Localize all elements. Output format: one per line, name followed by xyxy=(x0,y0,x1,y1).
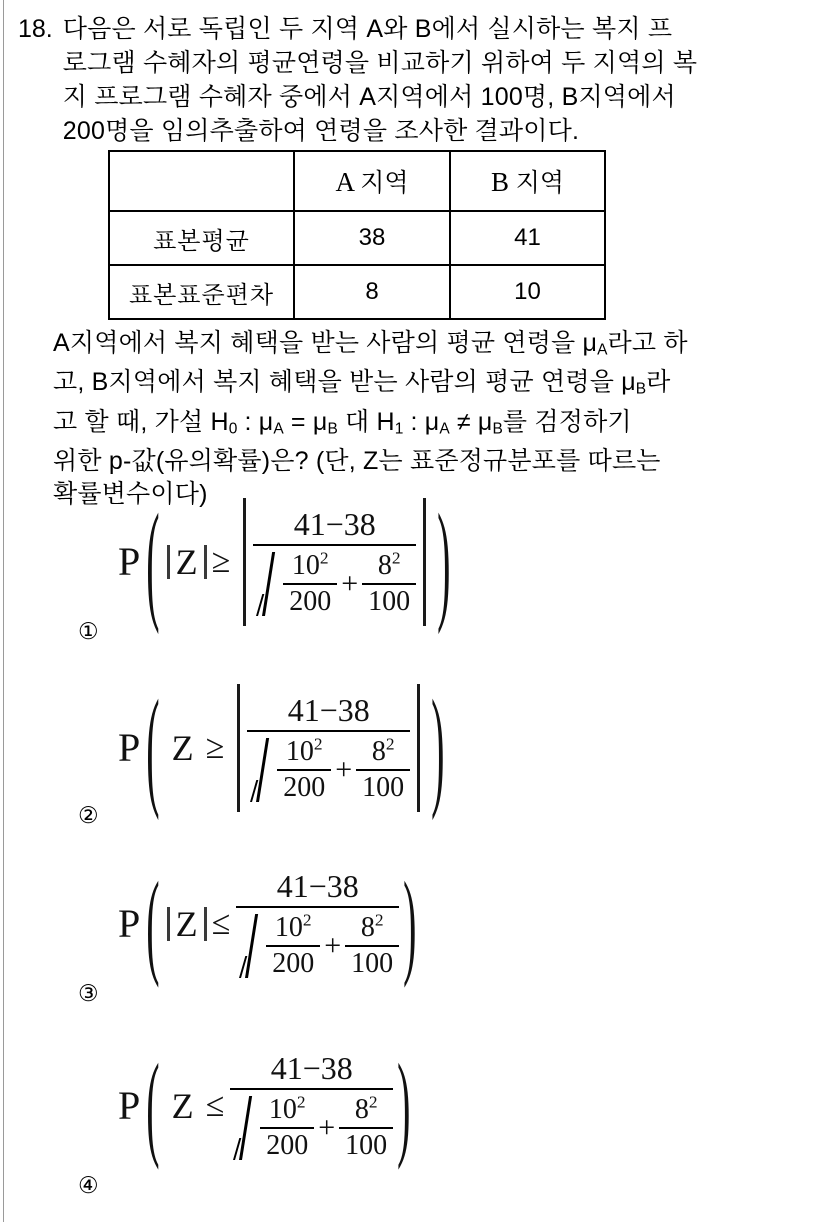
variance-b-denominator: 200 xyxy=(272,948,315,979)
variance-a-denominator: 100 xyxy=(345,1130,388,1161)
square-root-icon xyxy=(236,912,399,980)
cell-sample-sd-a: 8 xyxy=(294,265,450,319)
exponent: 2 xyxy=(385,734,395,754)
frac-abs-bar-left xyxy=(237,684,240,812)
h0-subscript: 0 xyxy=(228,420,238,438)
passage-block xyxy=(53,327,813,511)
region-b-letter: B xyxy=(490,167,509,197)
passage-line-1 xyxy=(53,327,813,366)
passage-text: 라고 하 xyxy=(607,329,688,357)
region-a-word: 지역 xyxy=(360,169,409,197)
variance-a-numerator xyxy=(356,736,410,769)
option-3-marker[interactable]: ③ xyxy=(78,980,99,1006)
question-number: 18. xyxy=(18,15,53,43)
passage-text: 대 H xyxy=(337,407,395,436)
passage-text: 고, B지역에서 복지 혜택을 받는 사람의 평균 연령을 μ xyxy=(53,368,636,397)
test-statistic-fraction xyxy=(236,868,399,980)
stem-line: 로그램 수혜자의 평균연령을 비교하기 위하여 두 지역의 복 xyxy=(62,49,698,77)
abs-bar-left xyxy=(167,907,170,941)
z-variable: Z xyxy=(171,728,194,768)
sd-a-value: 8 xyxy=(377,550,392,581)
probability-symbol: P xyxy=(118,901,141,946)
region-a-letter: A xyxy=(335,167,354,197)
frac-abs-bar-left xyxy=(243,498,246,626)
sd-b-value: 10 xyxy=(274,912,303,943)
variance-b-numerator xyxy=(260,1094,314,1127)
passage-text: 라 xyxy=(646,368,671,397)
variance-term-b xyxy=(266,912,320,980)
frac-abs-bar-right xyxy=(423,498,426,626)
relation-operator: ≤ xyxy=(211,905,231,942)
fraction-denominator xyxy=(236,908,399,980)
row-label-sample-sd: 표본표준편차 xyxy=(109,265,294,319)
mu-b-subscript: B xyxy=(327,420,338,438)
passage-text: A지역에서 복지 혜택을 받는 사람의 평균 연령을 μ xyxy=(53,329,598,357)
test-statistic-fraction xyxy=(230,1050,393,1162)
mu-a-subscript: A xyxy=(273,420,284,438)
square-root-icon xyxy=(247,736,410,804)
fraction-numerator: 41−38 xyxy=(276,868,359,904)
radical-sign xyxy=(253,550,279,618)
exponent: 2 xyxy=(313,734,323,754)
test-statistic-fraction xyxy=(247,692,410,804)
table-header-region-b xyxy=(450,151,605,211)
table-header-region-a xyxy=(294,151,450,211)
option-4-formula xyxy=(118,1038,415,1171)
variance-term-a xyxy=(362,550,416,618)
radical-contents xyxy=(256,1094,393,1162)
paren-open: ( xyxy=(146,856,160,989)
radical-contents xyxy=(279,550,416,618)
data-table xyxy=(108,150,606,320)
relation-operator: ≥ xyxy=(211,543,231,580)
option-3-formula xyxy=(118,856,421,989)
abs-bar-left xyxy=(167,545,170,579)
exponent: 2 xyxy=(391,548,401,568)
sd-b-value: 10 xyxy=(285,736,314,767)
radical-contents xyxy=(262,912,399,980)
variance-term-b xyxy=(260,1094,314,1162)
passage-text: 고 할 때, 가설 H xyxy=(53,407,229,436)
paren-open: ( xyxy=(146,484,160,636)
variance-term-a xyxy=(339,1094,393,1162)
plus-operator: + xyxy=(335,753,353,786)
probability-symbol: P xyxy=(118,539,141,584)
radical-sign xyxy=(236,912,262,980)
mu-b-subscript: B xyxy=(635,380,647,398)
variance-a-denominator: 100 xyxy=(351,948,394,979)
variance-a-numerator xyxy=(339,1094,393,1127)
exponent: 2 xyxy=(319,548,329,568)
variance-a-numerator xyxy=(345,912,399,945)
option-1-marker[interactable]: ① xyxy=(78,618,99,644)
variance-b-numerator xyxy=(266,912,320,945)
passage-text: = μ xyxy=(283,407,328,436)
passage-text: ≠ μ xyxy=(449,407,493,436)
row-label-sample-mean: 표본평균 xyxy=(109,211,294,265)
paren-close: ) xyxy=(403,856,417,989)
paren-close: ) xyxy=(431,670,445,822)
cell-sample-mean-b: 41 xyxy=(450,211,605,265)
variance-a-numerator xyxy=(362,550,416,583)
paren-open: ( xyxy=(146,1038,160,1171)
square-root-icon xyxy=(253,550,416,618)
table-row xyxy=(109,265,605,319)
fraction-numerator: 41−38 xyxy=(270,1050,353,1086)
fraction-numerator: 41−38 xyxy=(287,692,370,728)
probability-symbol: P xyxy=(118,1083,141,1128)
option-2-formula xyxy=(118,670,449,822)
passage-text: 를 검정하기 xyxy=(502,407,632,436)
option-2-marker[interactable]: ② xyxy=(78,802,99,828)
variance-term-b xyxy=(277,736,331,804)
table-row xyxy=(109,211,605,265)
plus-operator: + xyxy=(324,929,342,962)
paren-open: ( xyxy=(146,670,160,822)
variance-a-denominator: 100 xyxy=(368,586,411,617)
sd-a-value: 8 xyxy=(354,1094,369,1125)
relation-operator: ≤ xyxy=(205,1087,225,1124)
passage-line-2 xyxy=(53,366,813,405)
exponent: 2 xyxy=(368,1092,378,1112)
variance-b-denominator: 200 xyxy=(266,1130,309,1161)
paren-close: ) xyxy=(437,484,451,636)
plus-operator: + xyxy=(341,567,359,600)
passage-line-5: 확률변수이다) xyxy=(53,480,208,509)
fraction-denominator xyxy=(230,1090,393,1162)
passage-line-4: 위한 p-값(유의확률)은? (단, Z는 표준정규분포를 따르는 xyxy=(53,447,661,476)
abs-bar-right xyxy=(204,545,207,579)
probability-symbol: P xyxy=(118,725,141,770)
mu-a-subscript: A xyxy=(597,341,608,359)
abs-bar-right xyxy=(204,907,207,941)
radical-contents xyxy=(273,736,410,804)
stem-line: 지 프로그램 수혜자 중에서 A지역에서 100명, B지역에서 xyxy=(62,83,676,111)
cell-sample-sd-b: 10 xyxy=(450,265,605,319)
question-stem xyxy=(63,12,808,148)
z-variable: Z xyxy=(175,542,198,582)
fraction-denominator xyxy=(253,546,416,618)
sd-a-value: 8 xyxy=(371,736,386,767)
sd-a-value: 8 xyxy=(360,912,375,943)
cell-sample-mean-a: 38 xyxy=(294,211,450,265)
fraction-numerator: 41−38 xyxy=(293,506,376,542)
z-variable: Z xyxy=(175,904,198,944)
variance-term-b xyxy=(283,550,337,618)
passage-line-3 xyxy=(53,406,813,445)
region-b-word: 지역 xyxy=(515,169,565,197)
variance-b-numerator xyxy=(277,736,331,769)
mu-a-subscript: A xyxy=(439,420,450,438)
exponent: 2 xyxy=(374,910,384,930)
radical-sign xyxy=(230,1094,256,1162)
option-4-marker[interactable]: ④ xyxy=(78,1172,99,1198)
fraction-denominator xyxy=(247,732,410,804)
passage-text: : μ xyxy=(403,407,440,436)
variance-b-numerator xyxy=(283,550,337,583)
plus-operator: + xyxy=(318,1111,336,1144)
question-block xyxy=(18,12,808,148)
mu-b-subscript: B xyxy=(492,420,503,438)
variance-a-denominator: 100 xyxy=(362,772,405,803)
exponent: 2 xyxy=(302,910,312,930)
variance-term-a xyxy=(356,736,410,804)
table-corner-cell xyxy=(109,151,294,211)
relation-operator: ≥ xyxy=(205,729,225,766)
test-statistic-fraction xyxy=(253,506,416,618)
stem-line: 200명을 임의추출하여 연령을 조사한 결과이다. xyxy=(62,117,580,145)
h1-subscript: 1 xyxy=(394,420,404,438)
frac-abs-bar-right xyxy=(417,684,420,812)
paren-close: ) xyxy=(397,1038,411,1171)
variance-b-denominator: 200 xyxy=(289,586,332,617)
passage-text: : μ xyxy=(237,407,274,436)
square-root-icon xyxy=(230,1094,393,1162)
sd-b-value: 10 xyxy=(291,550,320,581)
page-edge-line xyxy=(3,0,4,1222)
variance-b-denominator: 200 xyxy=(283,772,326,803)
radical-sign xyxy=(247,736,273,804)
exponent: 2 xyxy=(296,1092,306,1112)
variance-term-a xyxy=(345,912,399,980)
table-header-row xyxy=(109,151,605,211)
stem-line: 다음은 서로 독립인 두 지역 A와 B에서 실시하는 복지 프 xyxy=(62,15,673,43)
z-variable: Z xyxy=(171,1086,194,1126)
sd-b-value: 10 xyxy=(268,1094,297,1125)
